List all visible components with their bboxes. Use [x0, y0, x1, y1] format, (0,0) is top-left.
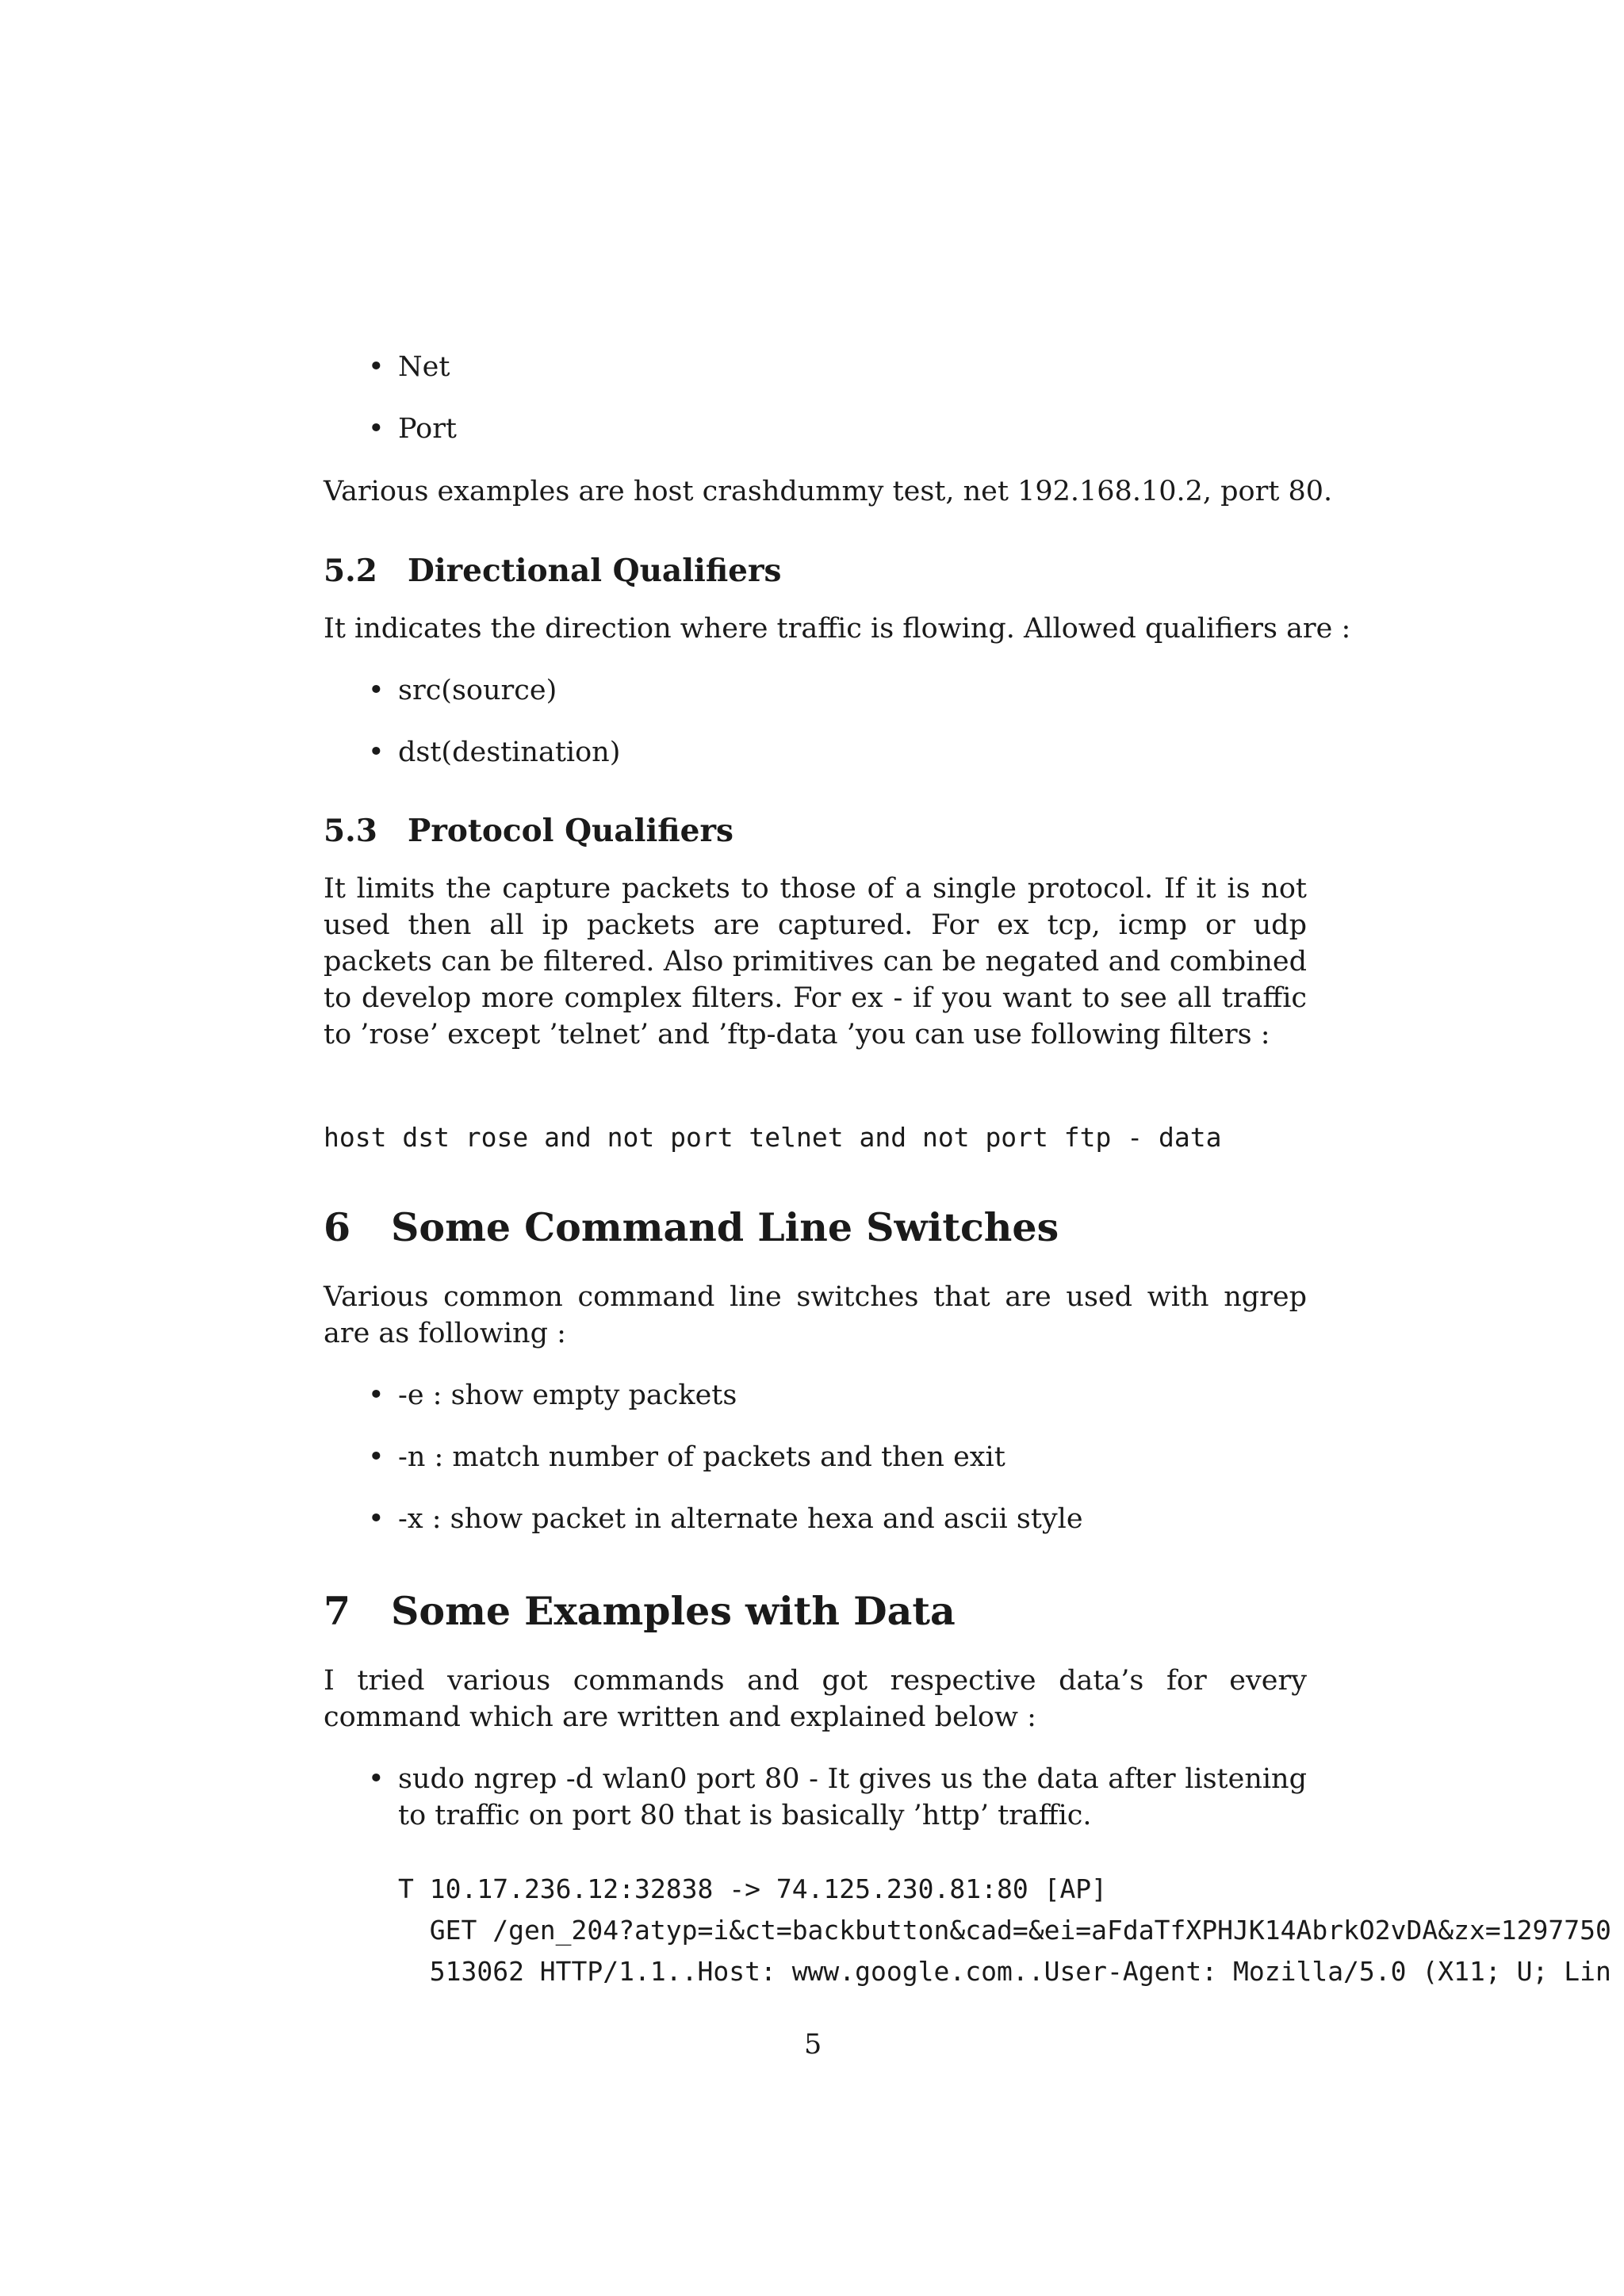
- list-item-text: src(source): [398, 675, 557, 706]
- section-number: 7: [324, 1588, 351, 1634]
- bullet-icon: •: [368, 1441, 385, 1473]
- list-item-text: Net: [398, 351, 450, 383]
- section-heading-5-3: [324, 812, 733, 850]
- section-paragraph: Various common command line switches that are used with ngrep are as following :: [324, 1281, 1307, 1349]
- bullet-icon: •: [368, 413, 385, 445]
- bullet-icon: •: [368, 1763, 385, 1795]
- list-item: [368, 411, 457, 447]
- section-paragraph: I tried various commands and got respective data’s for every command which are written and explained below :: [324, 1665, 1307, 1733]
- page-number: 5: [804, 2029, 822, 2061]
- section-heading-6: [324, 1203, 1059, 1251]
- section-paragraph: It limits the capture packets to those of a single protocol. If it is not used then all ip packets are captured. For ex tcp, icmp or udp packets can be filtered. Also primitives can be negated and combined to develop more complex filters. For ex - if you want to see all traffic to ’rose’ except ’telnet’ and ’ftp-data ’you can use following filters :: [324, 873, 1307, 1050]
- bullet-icon: •: [368, 351, 385, 383]
- code-line: 513062 HTTP/1.1..Host: www.google.com..User-Agent: Mozilla/5.0 (X11; U; Lin: [398, 1956, 1611, 1987]
- list-item-text: Port: [398, 413, 457, 445]
- list-item: [368, 1439, 1005, 1475]
- list-item: [368, 349, 450, 385]
- code-line: host dst rose and not port telnet and not port ftp - data: [324, 1122, 1222, 1153]
- bullet-icon: •: [368, 1503, 385, 1535]
- list-item: [368, 1501, 1083, 1537]
- section-title: Some Examples with Data: [391, 1588, 956, 1634]
- bullet-icon: •: [368, 1380, 385, 1411]
- section-number: 5.2: [324, 553, 377, 589]
- list-item: [368, 1761, 1307, 1834]
- section-title: Protocol Qualifiers: [408, 813, 733, 849]
- code-line: GET /gen_204?atyp=i&ct=backbutton&cad=&ei=aFdaTfXPHJK14AbrkO2vDA&zx=1297750: [398, 1915, 1611, 1946]
- list-item-text: -n : match number of packets and then exit: [398, 1441, 1005, 1473]
- section-number: 6: [324, 1204, 351, 1250]
- code-line: T 10.17.236.12:32838 -> 74.125.230.81:80 [AP]: [398, 1873, 1108, 1904]
- list-item-text: -e : show empty packets: [398, 1380, 737, 1411]
- section-heading-7: [324, 1587, 956, 1635]
- section-heading-5-2: [324, 552, 782, 590]
- bullet-icon: •: [368, 675, 385, 706]
- list-item: [368, 734, 621, 771]
- examples-text: Various examples are host crashdummy test, net 192.168.10.2, port 80.: [324, 476, 1333, 507]
- section-number: 5.3: [324, 813, 377, 849]
- bullet-icon: •: [368, 737, 385, 768]
- list-item-text: -x : show packet in alternate hexa and ascii style: [398, 1503, 1083, 1535]
- list-item: [368, 1377, 737, 1414]
- section-title: Some Command Line Switches: [391, 1204, 1059, 1250]
- section-title: Directional Qualifiers: [408, 553, 782, 589]
- section-intro: It indicates the direction where traffic is flowing. Allowed qualifiers are :: [324, 613, 1351, 645]
- list-item-text: sudo ngrep -d wlan0 port 80 - It gives us the data after listening to traffic on port 80 that is basically ’http’ traffic.: [398, 1763, 1307, 1831]
- list-item: [368, 672, 557, 709]
- list-item-text: dst(destination): [398, 737, 621, 768]
